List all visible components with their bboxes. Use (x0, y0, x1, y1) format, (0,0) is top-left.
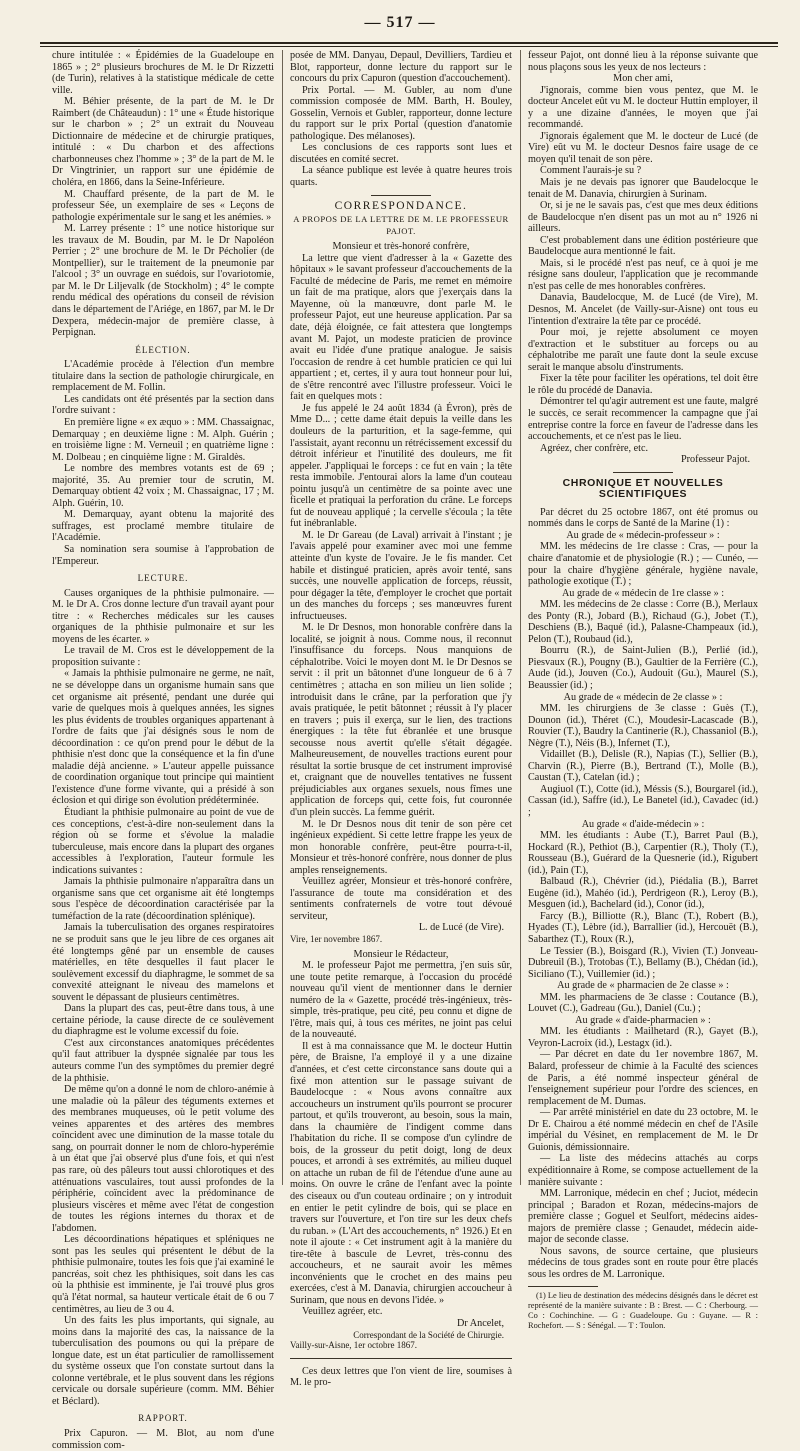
column-divider (282, 50, 283, 1185)
paragraph: MM. Larronique, médecin en chef ; Juciot, médecin principal ; Baradon et Rozan, médecins-majors de première classe ; Goguel et Seulfort, médecins aides-majors de première classe ; Genaudet, médecin aide-major de seconde classe. (528, 1188, 758, 1246)
paragraph: MM. les pharmaciens de 3e classe : Coutance (B.), Louvet (C.), Gadreau (Gu.), Daniel (Cu.) ; (528, 991, 758, 1015)
paragraph: chure intitulée : « Épidémies de la Guadeloupe en 1865 » ; 2° plusieurs brochures de M. le Dr Rizzetti (de Turin), relatives à la statistique médicale de cette ville. (52, 50, 274, 96)
paragraph: Les candidats ont été présentés par la section dans l'ordre suivant : (52, 393, 274, 417)
correspondence-title: CORRESPONDANCE. (334, 199, 468, 212)
paragraph: Le nombre des membres votants est de 69 ; majorité, 35. Au premier tour de scrutin, M. Demarquay obtient 42 voix ; M. Chassaignac, 17 ; M. Alph. Guérin, 10. (52, 463, 274, 509)
letter-date: Vailly-sur-Aisne, 1er octobre 1867. (290, 1340, 418, 1351)
signature: L. de Lucé (de Vire). (418, 922, 504, 934)
paragraph: MM. les étudiants : Aube (T.), Barret Paul (B.), Hockard (R.), Pethiot (B.), Carpentier (R.), Tholy (T.), Rousseau (B.), Guérard de la Quesnerie (id.), Rigubert (id.), Pain (T.), (528, 830, 758, 876)
paragraph: Bourru (R.), de Saint-Julien (B.), Perlié (id.), Piesvaux (R.), Pougny (B.), Gaultier de la Ferrière (C.), Aude (id.), Jouven (Co.), Audouit (Gu.), Maurel (S.), Beaussier (id.) ; (528, 645, 758, 691)
paragraph: M. le Dr Gareau (de Laval) arrivait à l'instant ; je l'avais appelé pour examiner avec moi une femme atteinte d'un kyste de l'ovaire. Je le fis mander. Cet habile et distingué praticien, après avoir tenté, sans succès, une nouvelle application de forceps, réussit, pour dégager la tête, d'employer le crochet que portait un des manches du forceps ; ses manœuvres furent infructueuses. (290, 529, 512, 622)
correspondence-subtitle: A PROPOS DE LA LETTRE DE M. LE PROFESSEUR PAJOT. (293, 214, 509, 236)
paragraph: Jamais la tuberculisation des organes respiratoires ne se produit sans que le jeu libre de ces organes ait été longtemps gêné par un ensemble de causes matérielles, en tête desquelles il faut placer le soulèvement excessif du diaphragme, le sommet de sa convexité atteignant le niveau des mamelons et souvent le dépassant de plusieurs centimètres. (52, 922, 274, 1003)
paragraph: En première ligne « ex æquo » : MM. Chassaignac, Demarquay ; en deuxième ligne : M. Alph. Guérin ; en troisième ligne : M. Verneuil ; en quatrième ligne : M. Dolbeau ; en cinquième ligne : M. Giraldès. (52, 416, 274, 463)
paragraph: M. le Dr Desnos nous dit tenir de son père cet ingénieux expédient. Si cette lettre frappe les yeux de mon honorable confrère, peut-être pourra-t-il, Monsieur et très-honoré confrère, nous donner de plus amples renseignements. (290, 818, 512, 876)
paragraph: M. Chauffard présente, de la part de M. le professeur Sée, un exemplaire de ses « Leçons de pathologie expérimentale sur le sang et les anémies. » (52, 188, 274, 223)
paragraph: De même qu'on a donné le nom de chloro-anémie à une maladie où la pâleur des téguments externes et des membranes muqueuses, où le petit volume des veines apparentes et des artères des membres coïncident avec une diminution de la masse totale du sang, on pourrait donner le nom de chloro-hyperémie à un état que j'ai observé plus d'une fois, et qui n'est pas rare, où des pâleurs tout aussi chlorotiques et des atténuations vasculaires, tout aussi profondes de la périphérie, coïncident avec la prédominance de plusieurs viscères et même avec l'état de congestion de toutes les régions internes du thorax et de l'abdomen. (52, 1084, 274, 1234)
paragraph: Prix Portal. — M. Gubler, au nom d'une commission composée de MM. Barth, H. Bouley, Gosselin, Vernois et Gubler, rapporteur, donne lecture du rapport sur le prix Portal (question d'anatomie pathologique. Des mélanoses). (290, 84, 512, 142)
paragraph: Sa nomination sera soumise à l'approbation de l'Empereur. (52, 543, 274, 567)
grade-heading: Au grade de « pharmacien de 2e classe » : (557, 980, 729, 992)
signature: Professeur Pajot. (680, 454, 750, 466)
paragraph: Je fus appelé le 24 août 1834 (à Évron), près de Mme D... ; cette dame était depuis la veille dans les douleurs de la parturition, et la sage-femme, qui l'assistait, ayant reconnu un rétrécissement excessif du détroit inférieur et l'inutilité des douleurs, me fit appeler. J'appliquai le forceps : ce fut en vain ; la tête resta immobile. J'entourai alors la lame d'un couteau pointu jusqu'à un centimètre de sa pointe avec une ficelle et pratiquai la perforation du crâne. Le forceps fut de nouveau appliqué ; la cervelle s'écoula ; la tête fut inébranlable. (290, 402, 512, 530)
paragraph: Augiuol (T.), Cotte (id.), Méssis (S.), Bourgarel (id.), Cassan (id.), Saffre (id.), Le Banetel (id.), Cavadec (id.) ; (528, 783, 758, 818)
paragraph: J'ignorais, comme bien vous pentez, que M. le docteur Ancelet eût vu M. le docteur Huttin employer, il y a une dizaine d'années, le moyen que j'ai recommandé. (528, 84, 758, 131)
paragraph: Jamais la phthisie pulmonaire n'apparaîtra dans un organisme sans que cet organisme ait été longtemps sous l'espèce de décoordination caractérisée par la tuméfaction de la rate (décoordination splénique). (52, 876, 274, 922)
paragraph: Le Tessier (B.), Boisgard (R.), Vivien (T.) Jonveau-Dubreuil (B.), Trotobas (T.), Bellamy (B.), Chédan (id.), Siciliano (T.), Vuillemier (id.) ; (528, 945, 758, 980)
grade-heading: Au grade « d'aide-médecin » : (581, 818, 705, 830)
paragraph: MM. les médecins de 2e classe : Corre (B.), Merlaux des Ponty (R.), Jobard (B.), Richaud (G.), Jobet (T.), Deschiens (B.), Baqué (id.), Palasne-Champeaux (id.), Pelon (T.), Roubaud (id.), (528, 599, 758, 645)
paragraph: Agréez, cher confrère, etc. (540, 442, 649, 454)
paragraph: fesseur Pajot, ont donné lieu à la réponse suivante que nous plaçons sous les yeux de nos lecteurs : (528, 50, 758, 73)
paragraph: MM. les médecins de 1re classe : Cras, — pour la chaire d'anatomie et de physiologie (R.) ; — Cunéo, — pour la chaire d'hygiène générale, hygiène navale, pathologie exotique (T.) ; (528, 541, 758, 588)
paragraph: Pour moi, je rejette absolument ce moyen d'extraction et le substituer au forceps ou au céphalotribe me paraît une faute dont la seule excuse serait le manque absolu d'instruments. (528, 327, 758, 373)
salutation: Mon cher ami, (613, 73, 673, 85)
footnote-rule (528, 1286, 598, 1287)
paragraph: Causes organiques de la phthisie pulmonaire. — M. le Dr A. Cros donne lecture d'un travail ayant pour titre : « Recherches médicales sur les causes organiques de la phthisie pulmonaire et sur les moyens de les écarter. » (52, 587, 274, 645)
paragraph: C'est aux circonstances anatomiques précédentes qu'il faut attribuer la dyspnée signalée par tous les auteurs comme l'un des symptômes du premier degré de la phthisie. (52, 1037, 274, 1084)
footnote: (1) Le lieu de destination des médecins désignés dans le décret est représenté de la manière suivante : B : Brest. — C : Cherbourg. — Co : Cochinchine. — G : Guadeloupe. Gu : Guyane. — R : Rochefort. — S : Sénégal. — T : Toulon. (528, 1291, 758, 1331)
section-heading-rapport: RAPPORT. (138, 1413, 188, 1424)
paragraph: La lettre que vient d'adresser à la « Gazette des hôpitaux » le savant professeur d'accouchements de la Faculté de médecine de Paris, me remet en mémoire un fait de ma pratique, alors que j'exerçais dans la Mayenne, où la manœuvre, dont parle M. le professeur Pajot, eut une heureuse application. Par sa date, déjà éloignée, ce fait attestera que longtemps avant M. Pajot, un modeste praticien de province avait eu l'idée d'une pratique analogue. Je saisis l'occasion de rendre à cet humble praticien ce qui lui appartient ; et, certes, il y aura tout honneur pour lui, de s'être rencontré avec l'illustre professeur. Voici le fait en quelques mots : (290, 252, 512, 403)
paragraph: MM. les étudiants : Mailhetard (R.), Gayet (B.), Veyron-Lacroix (id.), Lestagx (id.). (528, 1026, 758, 1049)
separator (371, 195, 431, 196)
section-heading-election: ÉLECTION. (135, 344, 191, 355)
paragraph: Veuillez agréer, etc. (302, 1306, 383, 1318)
salutation: Monsieur et très-honoré confrère, (332, 241, 470, 253)
paragraph: Fixer la tête pour faciliter les opérations, tel doit être le rôle du procédé de Danavia. (528, 373, 758, 396)
separator (613, 472, 673, 473)
section-heading-lecture: LECTURE. (137, 573, 189, 584)
paragraph: Le travail de M. Cros est le développement de la proposition suivante : (52, 645, 274, 668)
separator (290, 1358, 512, 1359)
paragraph: Balbaud (R.), Chévrier (id.), Piédalia (B.), Barret Eugène (id.), Mahéo (id.), Perdrigeon (R.), Leroy (B.), Mesguen (id.), Bachelard (id.), Conor (id.), (528, 876, 758, 911)
column-middle (290, 50, 512, 1389)
paragraph: M. le Dr Desnos, mon honorable confrère dans la localité, se joignit à nous. Comme nous, il reconnut l'insuffisance du forceps. Nous manquions de céphalotribe. Voici le moyen dont M. le Dr Desnos se servit : il prit un bâtonnet d'une longueur de 6 à 7 centimètres ; attacha en son milieu un lien solide ; introduisit dans le crâne, par la perforation que j'y avais pratiquée, le petit bâtonnet ; réussit à l'y placer en travers ; puis il exerça, sur le lien, des tractions énergiques : la tête fut ébranlée et une brusque secousse nous avertit qu'elle s'était dégagée. Malheureusement, de nouvelles tractions eurent pour résultat la sortie brusque de cet instrument improvisé et, craignant que de nouvelles tentatives ne fussent préjudiciables aux organes sexuels, nous fîmes une application de forceps qui, cette fois, fut couronnée d'un plein succès. La femme guérit. (290, 622, 512, 818)
paragraph: C'est probablement dans une édition postérieure que Baudelocque aura mentionné le fait. (528, 234, 758, 258)
column-divider (520, 50, 521, 1185)
paragraph: Or, si je ne le savais pas, c'est que mes deux éditions de Baudelocque n'en disent pas un mot au n° 1926 ni ailleurs. (528, 200, 758, 235)
paragraph: Les décoordinations hépatiques et spléniques ne sont pas les seules qui présentent le début de la phthisie pulmonaire, toutes les fois que j'ai examiné le pancréas, soit chez les phthisiques, soit dans les cas où la phthisie est imminente, je l'ai trouvé plus gros qu'à l'état normal, sa hauteur verticale était de 6 ou 7 centimètres, au lieu de 3 ou 4. (52, 1234, 274, 1315)
paragraph: J'ignorais également que M. le docteur de Lucé (de Vire) eût vu M. le docteur Desnos faire usage de ce moyen qu'il tenait de son père. (528, 130, 758, 165)
paragraph: posée de MM. Danyau, Depaul, Devilliers, Tardieu et Blot, rapporteur, donne lecture du rapport sur le concours du prix Capuron (question d'accouchement). (290, 50, 512, 85)
paragraph: Étudiant la phthisie pulmonaire au point de vue de ces conceptions, c'est-à-dire non-seulement dans la région où se forme et s'évolue la maladie tuberculeuse, mais encore dans la plupart des organes accessibles à l'exploration, l'auteur formule les indications suivantes : (52, 807, 274, 876)
signature-role: Correspondant de la Société de Chirurgie. (353, 1329, 504, 1340)
letter-date: Vire, 1er novembre 1867. (290, 934, 383, 945)
paragraph: MM. les chirurgiens de 3e classe : Guès (T.), Dounon (id.), Théret (C.), Moudesir-Lacascade (B.), Rouvier (T.), Baudry la Cantinerie (R.), Chassaniol (B.), Nègre (T.), Néis (B.), Infernet (T.), (528, 703, 758, 749)
paragraph: — La liste des médecins attachés au corps expéditionnaire à Rome, se compose actuellement de la manière suivante : (528, 1153, 758, 1188)
grade-heading: Au grade « d'aide-pharmacien » : (575, 1014, 711, 1026)
header-rule (40, 42, 778, 47)
page-number: — 517 — (364, 14, 436, 31)
grade-heading: Au grade de « médecin de 1re classe » : (561, 587, 725, 599)
paragraph: Comment l'aurais-je su ? (540, 165, 642, 177)
signature: Dr Ancelet, (457, 1318, 504, 1330)
paragraph: M. le professeur Pajot me permettra, j'en suis sûr, une toute petite remarque, à l'occasion du procédé nouveau qu'il vient de mentionner dans le dernier numéro de la « Gazette, procédé très-ingénieux, très-simple, très-pratique, peu cité, peu connu et digne de l'être, mais qui, à tous ces mérites, ne joint pas celui de la nouveauté. (290, 960, 512, 1041)
paragraph: M. Béhier présente, de la part de M. le Dr Raimbert (de Châteaudun) : 1° une « Étude historique sur le charbon » ; 2° un extrait du Nouveau Dictionnaire de médecine et de chirurgie pratiques, intitulé : « Du charbon et des affections charbonneuses chez l'homme » ; 3° de la part de M. le Dr Vingtrinier, un rapport sur une épidémie de choléra, en 1866, dans la Seine-Inférieure. (52, 96, 274, 189)
grade-heading: Au grade de « médecin de 2e classe » : (563, 691, 723, 703)
grade-heading: Au grade de « médecin-professeur » : (566, 529, 720, 541)
paragraph: Farcy (B.), Billiotte (R.), Blanc (T.), Robert (B.), Hyades (T.), Lèbre (id.), Barrallier (id.), Hercouët (B.), Sabarthez (T.), Roux (R.), (528, 910, 758, 946)
column-right (528, 50, 758, 1331)
paragraph: La séance publique est levée à quatre heures trois quarts. (290, 165, 512, 189)
paragraph: Veuillez agréer, Monsieur et très-honoré confrère, l'assurance de toute ma considération et des sentiments confraternels de votre tout dévoué serviteur, (290, 876, 512, 922)
paragraph: Nous savons, de source certaine, que plusieurs médecins de tous grades sont en route pour être placés sous les ordres de M. Larronique. (528, 1245, 758, 1280)
salutation: Monsieur le Rédacteur, (353, 948, 449, 960)
paragraph: — Par décret en date du 1er novembre 1867, M. Balard, professeur de chimie à la Faculté des sciences de Paris, a été nommé inspecteur général de l'enseignement supérieur pour l'ordre des sciences, en remplacement de M. Dumas. (528, 1049, 758, 1107)
column-left (52, 50, 274, 1451)
paragraph: « Jamais la phthisie pulmonaire ne germe, ne naît, ne se développe dans un organisme humain sans que cet organisme ait présenté, pendant une durée qui varie de quelques mois à quelques années, les signes les plus évidents de troubles organiques appartenant à l'ordre de faits que j'ai désignés sous le nom de décoordination : ce qu'on prend pour le début de la phthisie n'est donc que la conséquence et la fin d'une maladie déjà ancienne. » L'auteur appelle puissance de coordination organique tout principe qui maintient l'existence d'une forme vivante, qui a présidé à son éclosion et qui dirige son évolution prédéterminée. (52, 668, 274, 807)
paragraph: L'Académie procède à l'élection d'un membre titulaire dans la section de pathologie chirurgicale, en remplacement de M. Follin. (52, 359, 274, 394)
paragraph: Ces deux lettres que l'on vient de lire, soumises à M. le pro- (290, 1365, 512, 1389)
paragraph: Mais je ne devais pas ignorer que Baudelocque le tenait de M. Danavia, chirurgien à Surinam. (528, 177, 758, 200)
paragraph: Il est à ma connaissance que M. le docteur Huttin père, de Braisne, l'a employé il y a une dizaine d'années, et c'est cette circonstance sans doute qui a fixé mon attention sur le passage suivant de Baudelocque : « Nous avons connaître aux accoucheurs un instrument qu'ils pourront se procurer partout, et qu'ils trouveront, au besoin, sous la main, dans la chaumière de l'indigent comme dans l'habitation du riche. Il se compose d'un cylindre de bois, de la grosseur du petit doigt, long de deux pouces, et arrondi à ses extrémités, au milieu duquel on attache un ruban de fil de l'étendue d'une aune au moins. On ouvre le crâne de l'enfant avec la pointe des ciseaux ou d'un couteau ordinaire ; on y introduit en entier le petit cylindre de bois, qui se place en travers sur l'ouverture, et l'on tire sur les deux chefs du ruban. » (L'Art des accouchements, n° 1926.) Et en note il ajoute : « Cet instrument agit à la manière du tire-tête à bascule de Levret, très-connu des accoucheurs, et ne saurait avoir les mêmes inconvénients que le crochet en des mains peu exercées, c'est à M. Danavia, chirurgien accoucheur à Surinam, que nous en devons l'idée. » (290, 1040, 512, 1306)
paragraph: Prix Capuron. — M. Blot, au nom d'une commission com- (52, 1427, 274, 1451)
paragraph: Mais, si le procédé n'est pas neuf, ce à quoi je me résigne sans douleur, l'application que je recommande n'est pas celle de mes honorables confrères. (528, 257, 758, 292)
paragraph: Vidaillet (B.), Delisle (R.), Napias (T.), Sellier (B.), Charvin (R.), Pierre (B.), Bertrand (T.), Molle (B.), Caustan (T.), Catelan (id.) ; (528, 749, 758, 784)
paragraph: M. Larrey présente : 1° une notice historique sur les travaux de M. Boudin, par M. le Dr Napoléon Perrier ; 2° une brochure de M. le Dr Pécholier (de Montpellier), sur le traitement de la pneumonie par l'alcool ; 3° un ouvrage en suédois, sur l'ovariotomie, par M. le Dr Liljevalk (de Stockholm) ; 4° le compte rendu médical des opérations du conseil de révision dans le département de l'Ariége, en 1867, par M. le Dr Dexpera, médecin-major de première classe, à Perpignan. (52, 223, 274, 339)
paragraph: Danavia, Baudelocque, M. de Lucé (de Vire), M. Desnos, M. Ancelet (de Vailly-sur-Aisne) ont tous eu l'intention d'extraire la tête par ce procédé. (528, 292, 758, 327)
page-header (0, 14, 800, 34)
paragraph: Les conclusions de ces rapports sont lues et discutées en comité secret. (290, 142, 512, 165)
chronicle-title: CHRONIQUE ET NOUVELLES SCIENTIFIQUES (562, 476, 724, 501)
paragraph: Démontrer tel qu'agir autrement est une faute, malgré le succès, ce serait recommencer la campagne que j'ai entreprise contre la force en faveur de l'adresse dans les accouchements, et ce n'est pas le lieu. (528, 396, 758, 443)
paragraph: Un des faits les plus importants, qui signale, au moins dans la majorité des cas, la naissance de la tuberculisation des poumons ou qui la prépare de longue date, est un état particulier de ramollissement du système osseux que l'on constate surtout dans la colonne vertébrale, et le plus souvent dans les régions cervicale ou dorsale supérieure (comm. MM. Béhier et Béclard). (52, 1315, 274, 1407)
paragraph: Par décret du 25 octobre 1867, ont été promus ou nommés dans le corps de Santé de la Marine (1) : (528, 506, 758, 530)
paragraph: — Par arrêté ministériel en date du 23 octobre, M. le Dr E. Chairou a été nommé médecin en chef de l'Asile impérial du Vésinet, en remplacement de M. le Dr Guionis, démissionnaire. (528, 1107, 758, 1153)
paragraph: M. Demarquay, ayant obtenu la majorité des suffrages, est proclamé membre titulaire de l'Académie. (52, 509, 274, 544)
paragraph: Dans la plupart des cas, peut-être dans tous, à une certaine période, la cause directe de ce soulèvement du diaphragme est le volume excessif du foie. (52, 1003, 274, 1038)
